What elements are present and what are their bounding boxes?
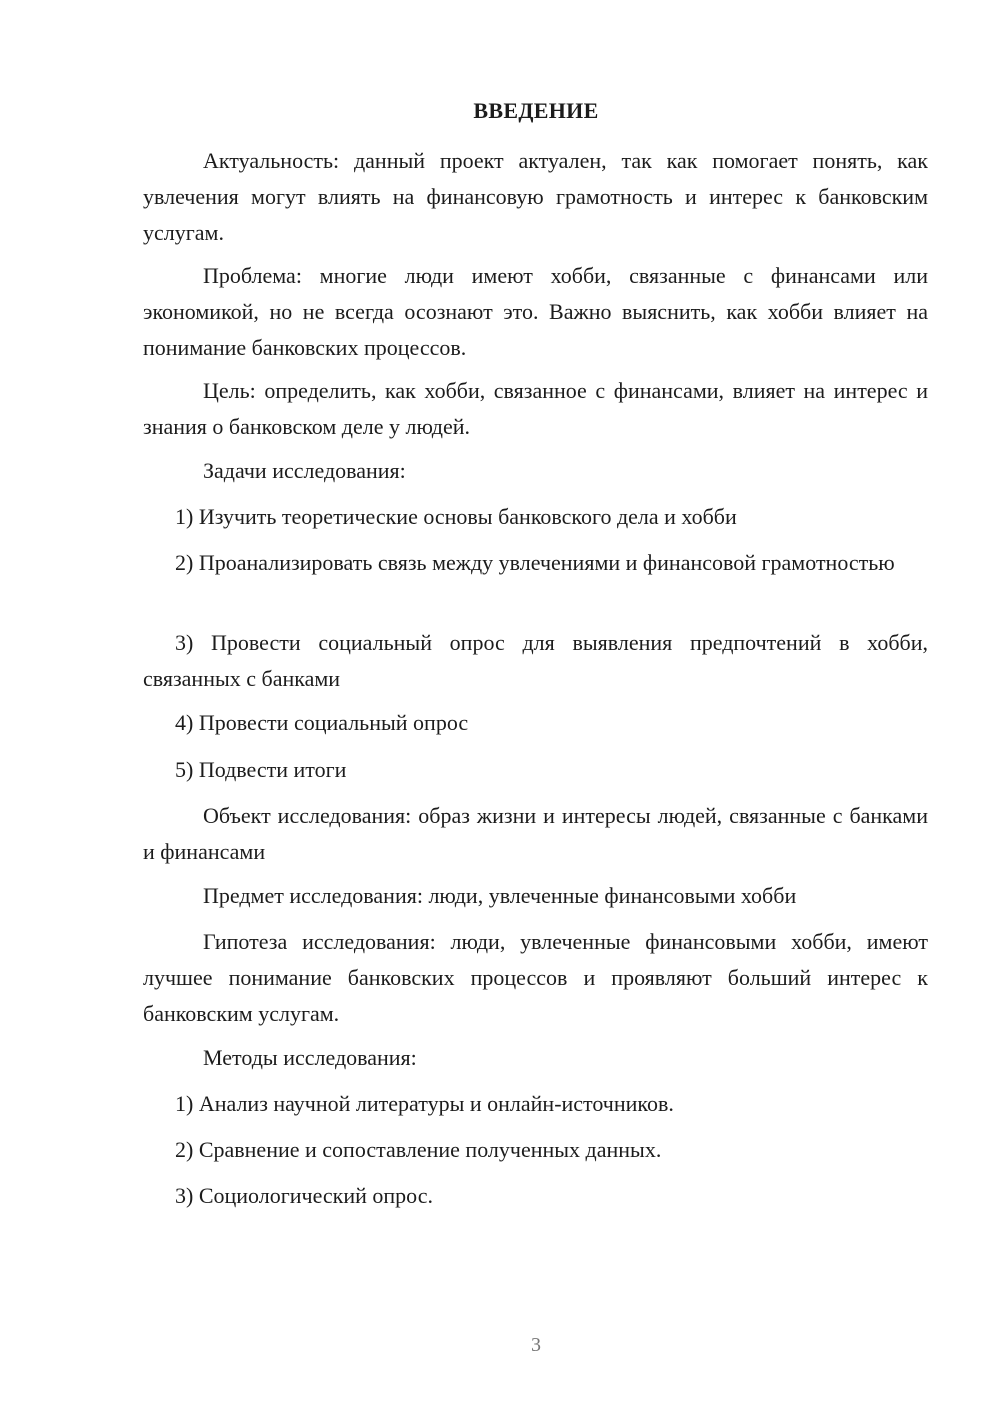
object-paragraph: Объект исследования: образ жизни и интересы людей, связанные с банками и финансами <box>143 803 928 864</box>
method-item: 1) Анализ научной литературы и онлайн-источников. <box>175 1091 674 1116</box>
method-item: 2) Сравнение и сопоставление полученных данных. <box>175 1137 662 1162</box>
method-item: 3) Социологический опрос. <box>175 1183 433 1208</box>
tasks-heading: Задачи исследования: <box>203 458 406 483</box>
methods-heading: Методы исследования: <box>203 1045 417 1070</box>
task-item: 5) Подвести итоги <box>175 757 347 782</box>
subject-paragraph: Предмет исследования: люди, увлеченные финансовыми хобби <box>203 883 797 908</box>
goal-paragraph: Цель: определить, как хобби, связанное с финансами, влияет на интерес и знания о банковском деле у людей. <box>143 378 928 439</box>
problem-paragraph: Проблема: многие люди имеют хобби, связанные с финансами или экономикой, но не всегда осознают это. Важно выяснить, как хобби влияет на понимание банковских процессов. <box>143 263 928 360</box>
task-item: 1) Изучить теоретические основы банковского дела и хобби <box>175 504 737 529</box>
page-title: ВВЕДЕНИЕ <box>473 98 599 123</box>
task-item: 3) Провести социальный опрос для выявления предпочтений в хобби, связанных с банками <box>143 630 928 691</box>
hypothesis-paragraph: Гипотеза исследования: люди, увлеченные финансовыми хобби, имеют лучшее понимание банковских процессов и проявляют больший интерес к банковским услугам. <box>143 929 928 1026</box>
task-item: 4) Провести социальный опрос <box>175 710 469 735</box>
page-number: 3 <box>531 1334 541 1356</box>
relevance-paragraph: Актуальность: данный проект актуален, так как помогает понять, как увлечения могут влиять на финансовую грамотность и интерес к банковским услугам. <box>143 148 928 245</box>
task-item: 2) Проанализировать связь между увлечениями и финансовой грамотностью <box>175 550 895 575</box>
